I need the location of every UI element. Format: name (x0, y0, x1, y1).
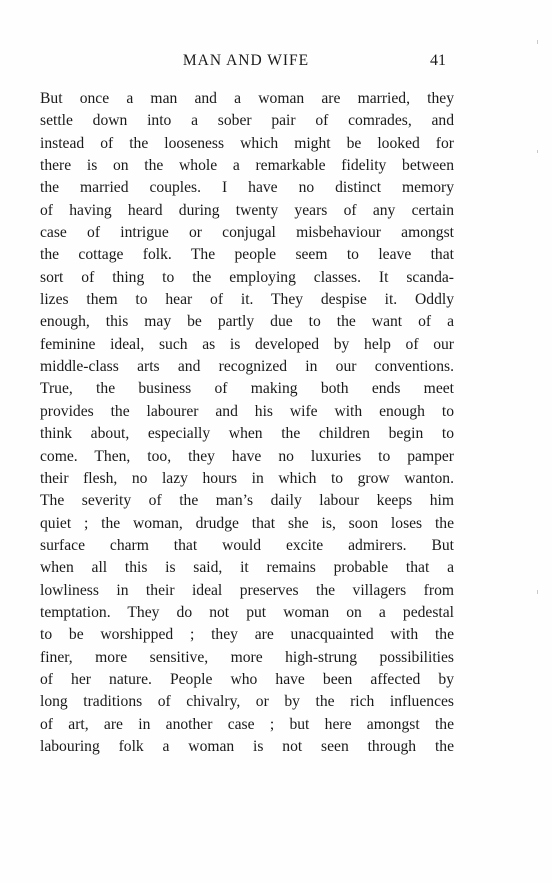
text-line: labouring folk a woman is not seen through the (40, 737, 454, 755)
text-line: lizes them to hear of it. They despise it. Oddly (40, 291, 454, 309)
text-line: when all this is said, it remains probable that a (40, 559, 454, 577)
text-line: their flesh, no lazy hours in which to grow wanton. (40, 469, 454, 487)
text-line: the married couples. I have no distinct memory (40, 179, 454, 197)
text-line: lowliness in their ideal preserves the villagers from (40, 581, 454, 599)
text-line: True, the business of making both ends meet (40, 380, 454, 398)
page-header (40, 52, 452, 74)
text-line: provides the labourer and his wife with enough to (40, 402, 454, 420)
text-line: middle-class arts and recognized in our conventions. (40, 358, 454, 376)
page-edge-mark (537, 40, 538, 44)
text-line: surface charm that would excite admirers. But (40, 536, 454, 554)
text-line: The severity of the man’s daily labour keeps him (40, 492, 454, 510)
running-head: MAN AND WIFE (182, 52, 310, 69)
text-line: instead of the looseness which might be looked for (40, 134, 454, 152)
text-line: settle down into a sober pair of comrades, and (40, 112, 454, 130)
text-line: But once a man and a woman are married, they (40, 90, 454, 107)
page-edge-mark (537, 150, 538, 153)
text-line: enough, this may be partly due to the want of a (40, 313, 454, 331)
text-line: long traditions of chivalry, or by the rich influences (40, 693, 454, 711)
text-line: come. Then, too, they have no luxuries to pamper (40, 447, 454, 465)
text-line: of her nature. People who have been affected by (40, 670, 454, 688)
text-line: quiet ; the woman, drudge that she is, soon loses the (40, 514, 454, 532)
text-line: finer, more sensitive, more high-strung possibilities (40, 648, 454, 666)
text-line: the cottage folk. The people seem to leave that (40, 246, 454, 264)
text-line: to be worshipped ; they are unacquainted with the (40, 626, 454, 644)
text-line: feminine ideal, such as is developed by help of our (40, 335, 454, 353)
text-line: of art, are in another case ; but here amongst the (40, 715, 454, 733)
body-text (40, 88, 454, 758)
text-line: of having heard during twenty years of any certain (40, 201, 454, 219)
page-edge-mark (537, 590, 538, 594)
text-line: think about, especially when the children begin to (40, 425, 454, 443)
text-line: there is on the whole a remarkable fidelity between (40, 157, 454, 175)
text-line: case of intrigue or conjugal misbehaviour amongst (40, 224, 454, 242)
page-number: 41 (430, 52, 446, 69)
text-line: temptation. They do not put woman on a pedestal (40, 603, 454, 621)
text-line: sort of thing to the employing classes. It scanda- (40, 268, 454, 286)
